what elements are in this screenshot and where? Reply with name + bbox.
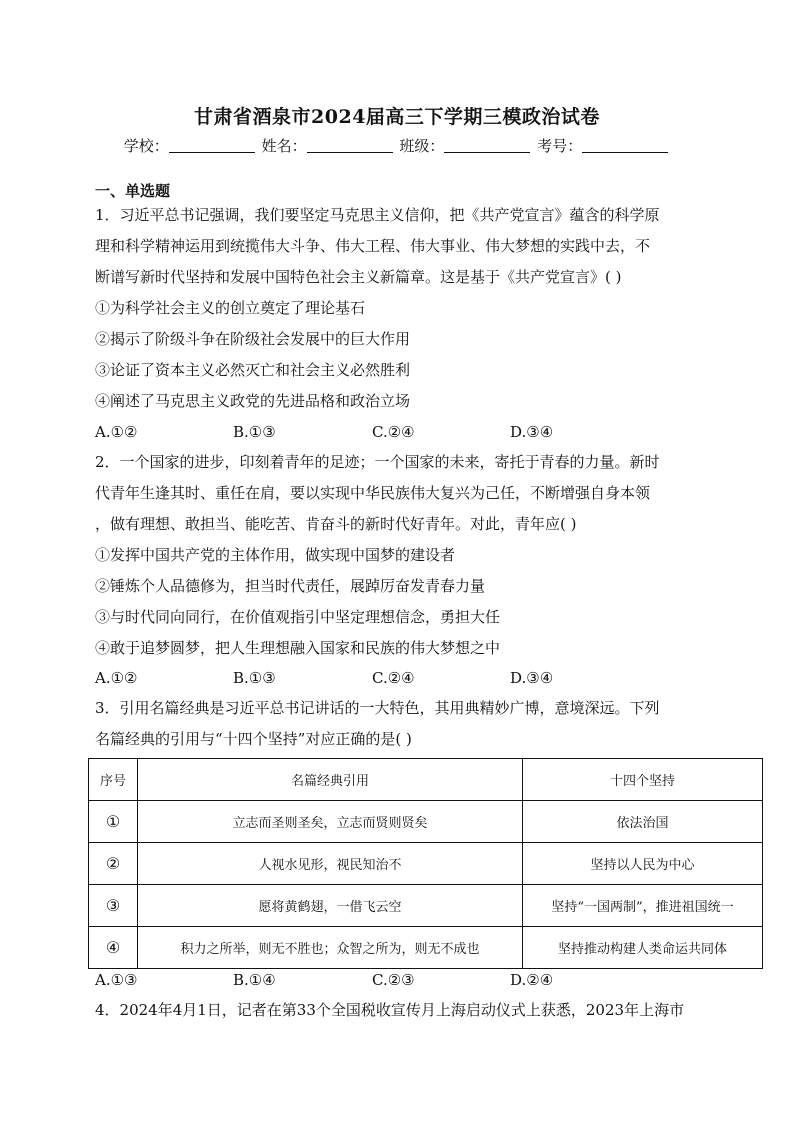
q3-choice-b: B.①④ [233,971,276,989]
q1-option: ④阐述了马克思主义政党的先进品格和政治立场 [95,392,411,410]
school-label: 学校： [123,137,169,155]
q1-choice-d: D.③④ [510,423,554,441]
q2-choice-d: D.③④ [510,669,554,687]
table-cell-number: ② [89,843,138,885]
exam-number-label: 考号： [537,137,583,155]
name-blank [307,138,393,153]
q1-stem-line: 断谱写新时代坚持和发展中国特色社会主义新篇章。这是基于《共产党宣言》( ) [95,268,622,286]
table-cell-number: ④ [89,927,138,969]
q2-option: ③与时代同向同行，在价值观指引中坚定理想信念，勇担大任 [95,608,501,626]
table-cell-principle: 依法治国 [523,801,763,843]
q2-option: ④敢于追梦圆梦，把人生理想融入国家和民族的伟大梦想之中 [95,639,501,657]
q2-choice-c: C.②④ [372,669,415,687]
table-row [89,843,763,885]
exam-number-blank [582,138,668,153]
table-cell-quote: 积力之所举，则无不胜也；众智之所为，则无不成也 [138,927,523,969]
q2-option: ②锤炼个人品德修为，担当时代责任，展踔厉奋发青春力量 [95,577,486,595]
table-cell-quote: 立志而圣则圣矣，立志而贤则贤矣 [138,801,523,843]
q3-choice-d: D.②④ [510,971,554,989]
table-cell-principle: 坚持“一国两制”，推进祖国统一 [523,885,763,927]
q2-stem-line: 2．一个国家的进步，印刻着青年的足迹；一个国家的未来，寄托于青春的力量。新时 [95,453,660,471]
page-title: 甘肃省酒泉市2024届高三下学期三模政治试卷 [194,106,600,128]
table-cell-quote: 人视水见形，视民知治不 [138,843,523,885]
name-label: 姓名： [261,137,307,155]
table-header-row [89,759,763,801]
q2-choice-a: A.①② [95,669,138,687]
q1-option: ①为科学社会主义的创立奠定了理论基石 [95,299,366,317]
q1-stem-line: 理和科学精神运用到统揽伟大斗争、伟大工程、伟大事业、伟大梦想的实践中去，不 [95,237,651,255]
class-blank [444,138,530,153]
q1-choice-a: A.①② [95,423,138,441]
table-cell-principle: 坚持推动构建人类命运共同体 [523,927,763,969]
q3-stem-line: 3．引用名篇经典是习近平总书记讲话的一大特色，其用典精妙广博，意境深远。下列 [95,699,660,717]
q2-stem-line: ，做有理想、敢担当、能吃苦、肯奋斗的新时代好青年。对此，青年应( ) [95,515,577,533]
quotation-table [88,758,763,969]
class-label: 班级： [399,137,445,155]
table-header-cell: 十四个坚持 [523,759,763,801]
table-header-cell: 名篇经典引用 [138,759,523,801]
table-row [89,885,763,927]
q3-choice-c: C.②③ [372,971,415,989]
table-cell-quote: 愿将黄鹤翅，一借飞云空 [138,885,523,927]
table-cell-number: ③ [89,885,138,927]
q3-choice-a: A.①③ [95,971,138,989]
q2-option: ①发挥中国共产党的主体作用，做实现中国梦的建设者 [95,546,456,564]
section-heading: 一、单选题 [95,182,171,200]
q4-stem-line: 4．2024年4月1日，记者在第33个全国税收宣传月上海启动仪式上获悉，2023年上海市 [95,1001,685,1019]
q1-choice-c: C.②④ [372,423,415,441]
table-header-cell: 序号 [89,759,138,801]
q2-stem-line: 代青年生逢其时、重任在肩，要以实现中华民族伟大复兴为己任，不断增强自身本领 [95,484,651,502]
student-info-row [0,135,794,156]
q1-option: ②揭示了阶级斗争在阶级社会发展中的巨大作用 [95,330,411,348]
q3-stem-line: 名篇经典的引用与“十四个坚持”对应正确的是( ) [95,730,412,748]
q1-option: ③论证了资本主义必然灭亡和社会主义必然胜利 [95,361,411,379]
q1-stem-line: 1．习近平总书记强调，我们要坚定马克思主义信仰，把《共产党宣言》蕴含的科学原 [95,206,660,224]
table-cell-principle: 坚持以人民为中心 [523,843,763,885]
table-row [89,927,763,969]
q1-choice-b: B.①③ [233,423,276,441]
school-blank [169,138,255,153]
table-row [89,801,763,843]
q2-choice-b: B.①③ [233,669,276,687]
table-cell-number: ① [89,801,138,843]
